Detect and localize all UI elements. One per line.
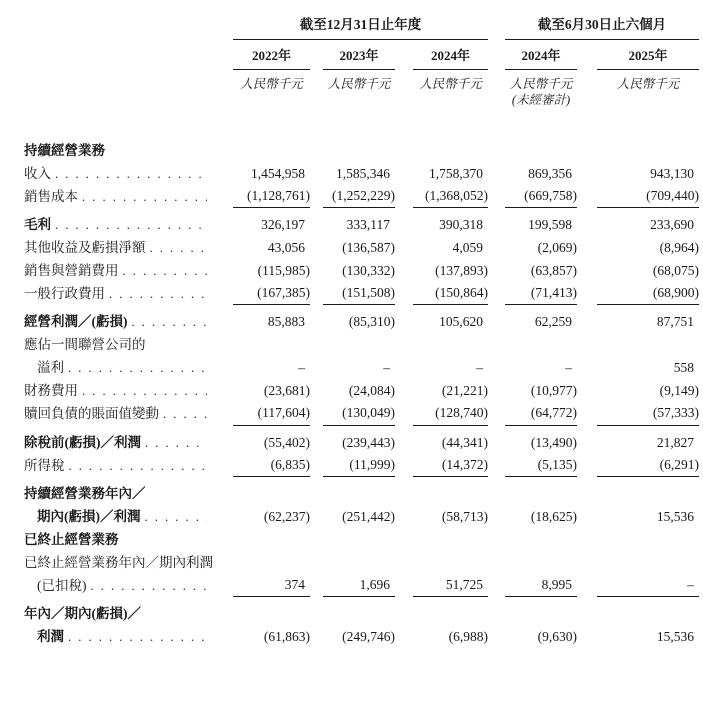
cell-value: (151,508)	[323, 286, 395, 305]
row-label-cell	[0, 625, 210, 648]
row-label-cell	[0, 477, 210, 505]
row-label: 銷售與營銷費用	[24, 263, 119, 279]
dot-leader	[69, 460, 208, 473]
value-cell	[577, 208, 699, 236]
value-cell	[310, 597, 395, 625]
value-cell	[488, 528, 577, 551]
unit-header: 人民幣千元	[327, 76, 391, 91]
prospectus-page	[0, 12, 703, 722]
value-cell	[210, 574, 310, 597]
cell-value: (1,252,229)	[323, 189, 395, 208]
value-cell	[395, 597, 488, 625]
dot-leader	[145, 437, 207, 450]
value-cell	[210, 305, 310, 333]
dot-leader	[123, 265, 208, 278]
cell-value: (24,084)	[348, 383, 395, 399]
value-cell	[310, 107, 395, 162]
table-row	[0, 259, 699, 282]
cell-value: (18,625)	[530, 508, 578, 524]
cell-value: (137,893)	[435, 263, 489, 279]
value-cell	[395, 403, 488, 426]
value-cell	[395, 426, 488, 454]
dot-leader	[55, 168, 207, 181]
label-column-spacer	[0, 70, 210, 107]
value-cell	[395, 380, 488, 403]
value-cell	[488, 403, 577, 426]
group-header-interim	[488, 12, 699, 40]
value-cell	[488, 426, 577, 454]
value-cell	[310, 208, 395, 236]
table-row	[0, 334, 699, 357]
value-cell	[577, 528, 699, 551]
cell-value: (1,128,761)	[233, 189, 310, 208]
label-column-spacer	[0, 12, 210, 40]
row-label-cell	[0, 334, 210, 357]
cell-value: 4,059	[452, 240, 484, 256]
cell-value: (115,985)	[257, 263, 310, 279]
value-cell	[395, 107, 488, 162]
value-cell	[577, 162, 699, 185]
cell-value: 374	[233, 578, 310, 597]
cell-value: 51,725	[413, 578, 488, 597]
value-cell	[577, 403, 699, 426]
value-cell	[210, 357, 310, 380]
row-label-cell	[0, 505, 210, 528]
cell-value: 558	[673, 360, 695, 376]
cell-value: (167,385)	[233, 286, 310, 305]
cell-value: (1,368,052)	[413, 189, 488, 208]
table-row	[0, 185, 699, 208]
value-cell	[210, 282, 310, 305]
cell-value: 1,696	[323, 578, 395, 597]
value-cell	[488, 454, 577, 477]
value-cell	[310, 403, 395, 426]
cell-value: (8,964)	[659, 240, 700, 256]
value-cell	[577, 454, 699, 477]
row-label: 經營利潤／(虧損)	[24, 314, 128, 330]
value-cell	[577, 282, 699, 305]
value-cell	[210, 597, 310, 625]
value-cell	[310, 528, 395, 551]
row-label-cell	[0, 454, 210, 477]
table-row	[0, 380, 699, 403]
value-cell	[577, 236, 699, 259]
dot-leader	[68, 631, 207, 644]
value-cell	[488, 357, 577, 380]
cell-value: (117,604)	[233, 406, 310, 425]
table-row	[0, 426, 699, 454]
value-cell	[210, 528, 310, 551]
group-header-row	[0, 12, 699, 40]
value-cell	[488, 282, 577, 305]
value-cell	[577, 551, 699, 574]
year-header-row	[0, 40, 699, 70]
unit-header: 人民幣千元	[616, 76, 680, 91]
value-cell	[395, 305, 488, 333]
value-cell	[488, 208, 577, 236]
value-cell	[395, 236, 488, 259]
cell-value: 43,056	[267, 240, 305, 256]
dot-leader	[145, 511, 208, 524]
value-cell	[210, 334, 310, 357]
cell-value: 869,356	[528, 166, 573, 182]
value-cell	[210, 162, 310, 185]
cell-value: 1,454,958	[251, 166, 305, 182]
cell-value: (6,988)	[448, 628, 489, 644]
unit-header: 人民幣千元	[419, 76, 482, 91]
table-row	[0, 107, 699, 162]
cell-value: 85,883	[267, 314, 305, 330]
group-header-interim-label: 截至6月30日止六個月	[505, 12, 699, 40]
value-cell	[210, 380, 310, 403]
value-cell	[488, 505, 577, 528]
cell-value: (130,049)	[323, 406, 395, 425]
value-cell	[488, 107, 577, 162]
table-row	[0, 305, 699, 333]
cell-value: (239,443)	[342, 434, 395, 450]
cell-value: (68,900)	[597, 286, 699, 305]
year-header-2023: 2023年	[310, 40, 395, 70]
value-cell	[210, 625, 310, 648]
value-cell	[310, 426, 395, 454]
row-label-cell	[0, 185, 210, 208]
value-cell	[210, 259, 310, 282]
row-label-cell	[0, 528, 210, 551]
value-cell	[395, 334, 488, 357]
row-label: 除稅前(虧損)／利潤	[24, 434, 141, 450]
row-label: 溢利	[37, 360, 64, 376]
value-cell	[310, 574, 395, 597]
value-cell	[577, 185, 699, 208]
table-row	[0, 208, 699, 236]
cell-value: (57,333)	[597, 406, 699, 425]
row-label-cell	[0, 236, 210, 259]
table-row	[0, 551, 699, 574]
value-cell	[310, 625, 395, 648]
cell-value: (21,221)	[441, 383, 489, 399]
value-cell	[488, 236, 577, 259]
cell-value: (13,490)	[530, 434, 578, 450]
value-cell	[577, 357, 699, 380]
cell-value: 199,598	[528, 217, 573, 233]
table-row	[0, 162, 699, 185]
cell-value: 21,827	[656, 434, 695, 450]
cell-value: 233,690	[650, 217, 695, 233]
cell-value: (9,149)	[659, 383, 700, 399]
value-cell	[310, 162, 395, 185]
cell-value: (61,863)	[263, 628, 310, 644]
unit-header: 人民幣千元	[240, 76, 303, 91]
cell-value: (130,332)	[342, 263, 395, 279]
year-header-2025: 2025年	[577, 40, 699, 70]
row-label: 財務費用	[24, 383, 78, 399]
cell-value: (63,857)	[530, 263, 578, 279]
cell-value: –	[298, 360, 305, 376]
table-row	[0, 236, 699, 259]
row-label: 其他收益及虧損淨額	[24, 240, 146, 256]
value-cell	[577, 334, 699, 357]
dot-leader	[68, 362, 207, 375]
value-cell	[310, 357, 395, 380]
row-label: 持續經營業務年內／	[24, 485, 146, 501]
cell-value: 8,995	[505, 578, 577, 597]
value-cell	[395, 208, 488, 236]
cell-value: 326,197	[261, 217, 305, 233]
value-cell	[488, 380, 577, 403]
row-label: 年內／期內(虧損)／	[24, 605, 141, 621]
row-label: 贖回負債的賬面值變動	[24, 406, 159, 422]
table-row	[0, 477, 699, 505]
unit-header: 人民幣千元 (未經審計)	[488, 70, 577, 107]
value-cell	[577, 597, 699, 625]
value-cell	[488, 625, 577, 648]
table-row	[0, 403, 699, 426]
table-row	[0, 357, 699, 380]
cell-value: (55,402)	[263, 434, 310, 450]
row-label: 應佔一間聯營公司的	[24, 337, 146, 353]
value-cell	[577, 426, 699, 454]
value-cell	[488, 551, 577, 574]
year-header-2024-interim: 2024年	[488, 40, 577, 70]
value-cell	[310, 236, 395, 259]
dot-leader	[55, 219, 207, 232]
cell-value: –	[383, 360, 390, 376]
value-cell	[488, 259, 577, 282]
value-cell	[488, 574, 577, 597]
value-cell	[395, 357, 488, 380]
value-cell	[310, 259, 395, 282]
unit-header-row	[0, 70, 699, 107]
dot-leader	[132, 316, 208, 329]
unaudited-note: (未經審計)	[511, 92, 571, 107]
cell-value: (14,372)	[413, 458, 488, 477]
value-cell	[395, 454, 488, 477]
table-row	[0, 528, 699, 551]
value-cell	[310, 305, 395, 333]
cell-value: (9,630)	[537, 628, 578, 644]
value-cell	[310, 282, 395, 305]
value-cell	[395, 259, 488, 282]
value-cell	[577, 259, 699, 282]
row-label-cell	[0, 403, 210, 426]
value-cell	[395, 574, 488, 597]
value-cell	[577, 574, 699, 597]
row-label-cell	[0, 357, 210, 380]
value-cell	[310, 477, 395, 505]
dot-leader	[91, 580, 208, 593]
row-label: 已終止經營業務年內／期內利潤	[24, 554, 213, 570]
cell-value: –	[476, 360, 484, 376]
value-cell	[488, 185, 577, 208]
row-label: 銷售成本	[24, 189, 78, 205]
table-row	[0, 625, 699, 648]
value-cell	[395, 477, 488, 505]
cell-value: (251,442)	[342, 508, 395, 524]
value-cell	[310, 185, 395, 208]
value-cell	[210, 403, 310, 426]
value-cell	[395, 528, 488, 551]
value-cell	[210, 236, 310, 259]
value-cell	[577, 380, 699, 403]
value-cell	[577, 107, 699, 162]
dot-leader	[109, 288, 207, 301]
value-cell	[210, 208, 310, 236]
cell-value: (709,440)	[597, 189, 699, 208]
row-label: 已終止經營業務	[24, 531, 119, 547]
cell-value: 105,620	[439, 314, 484, 330]
year-header-2024: 2024年	[395, 40, 488, 70]
table-row	[0, 574, 699, 597]
cell-value: (68,075)	[652, 263, 700, 279]
value-cell	[310, 454, 395, 477]
cell-value: (23,681)	[263, 383, 310, 399]
income-statement-table	[0, 12, 699, 648]
value-cell	[395, 505, 488, 528]
row-label: 一般行政費用	[24, 286, 105, 302]
value-cell	[210, 185, 310, 208]
cell-value: 15,536	[656, 628, 695, 644]
value-cell	[577, 477, 699, 505]
table-row	[0, 282, 699, 305]
cell-value: (44,341)	[441, 434, 489, 450]
cell-value: (62,237)	[263, 508, 310, 524]
row-label: 利潤	[37, 628, 64, 644]
value-cell	[395, 551, 488, 574]
value-cell	[577, 505, 699, 528]
value-cell	[395, 282, 488, 305]
row-label: 期內(虧損)／利潤	[37, 508, 141, 524]
cell-value: 1,585,346	[336, 166, 390, 182]
value-cell	[488, 334, 577, 357]
cell-value: 62,259	[534, 314, 573, 330]
value-cell	[395, 185, 488, 208]
value-cell	[395, 162, 488, 185]
value-cell	[310, 551, 395, 574]
value-cell	[488, 597, 577, 625]
value-cell	[488, 162, 577, 185]
cell-value: (669,758)	[505, 189, 577, 208]
cell-value: (64,772)	[505, 406, 577, 425]
row-label-cell	[0, 305, 210, 333]
cell-value: (5,135)	[505, 458, 577, 477]
cell-value: 333,117	[346, 217, 390, 233]
value-cell	[488, 477, 577, 505]
cell-value: (128,740)	[413, 406, 488, 425]
cell-value: 943,130	[650, 166, 695, 182]
cell-value: (6,835)	[233, 458, 310, 477]
cell-value: (71,413)	[505, 286, 577, 305]
cell-value: (2,069)	[537, 240, 578, 256]
value-cell	[577, 305, 699, 333]
dot-leader	[150, 242, 208, 255]
cell-value: (58,713)	[441, 508, 489, 524]
row-label-cell	[0, 282, 210, 305]
cell-value: 15,536	[656, 508, 695, 524]
year-header-2022: 2022年	[210, 40, 310, 70]
group-header-annual-label: 截至12月31日止年度	[233, 12, 488, 40]
row-label-cell	[0, 426, 210, 454]
table-row	[0, 454, 699, 477]
row-label: 持續經營業務	[24, 143, 105, 159]
cell-value: 390,318	[439, 217, 484, 233]
row-label-cell	[0, 597, 210, 625]
row-label-cell	[0, 162, 210, 185]
table-body	[0, 107, 699, 648]
row-label: (已扣稅)	[37, 577, 87, 593]
cell-value: –	[565, 360, 573, 376]
cell-value: (136,587)	[342, 240, 395, 256]
cell-value: 1,758,370	[429, 166, 484, 182]
row-label: 收入	[24, 166, 51, 182]
cell-value: (150,864)	[413, 286, 488, 305]
value-cell	[210, 551, 310, 574]
value-cell	[395, 625, 488, 648]
dot-leader	[82, 385, 207, 398]
value-cell	[310, 505, 395, 528]
dot-leader	[163, 408, 207, 421]
value-cell	[310, 380, 395, 403]
cell-value: (6,291)	[597, 458, 699, 477]
value-cell	[210, 426, 310, 454]
row-label-cell	[0, 551, 213, 574]
value-cell	[210, 505, 310, 528]
row-label-cell	[0, 107, 210, 162]
row-label-cell	[0, 574, 210, 597]
table-row	[0, 597, 699, 625]
dot-leader	[82, 191, 207, 204]
value-cell	[488, 305, 577, 333]
row-label-cell	[0, 208, 210, 236]
cell-value: (11,999)	[323, 458, 395, 477]
row-label: 毛利	[24, 217, 51, 233]
cell-value: 87,751	[656, 314, 695, 330]
row-label: 所得稅	[24, 457, 65, 473]
table-row	[0, 505, 699, 528]
cell-value: (249,746)	[342, 628, 395, 644]
value-cell	[310, 334, 395, 357]
label-column-spacer	[0, 40, 210, 70]
value-cell	[210, 477, 310, 505]
cell-value: (10,977)	[530, 383, 578, 399]
row-label-cell	[0, 380, 210, 403]
group-header-annual	[210, 12, 488, 40]
value-cell	[577, 625, 699, 648]
value-cell	[210, 107, 310, 162]
cell-value: –	[597, 578, 699, 597]
row-label-cell	[0, 259, 210, 282]
value-cell	[210, 454, 310, 477]
cell-value: (85,310)	[348, 314, 395, 330]
